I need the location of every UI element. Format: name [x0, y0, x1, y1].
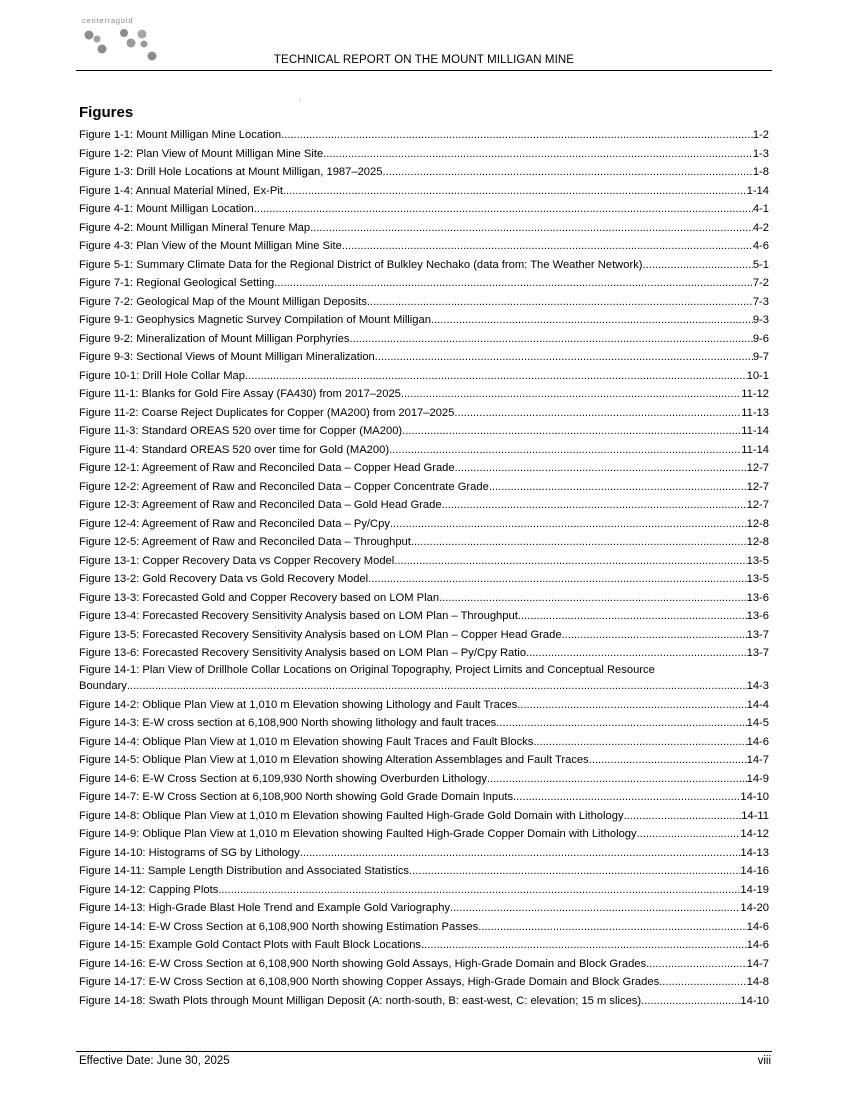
toc-entry[interactable] — [79, 992, 769, 1011]
toc-entry[interactable] — [79, 459, 769, 478]
toc-entry[interactable] — [79, 200, 769, 219]
toc-entry-label: Figure 4-1: Mount Milligan Location — [79, 203, 254, 215]
toc-entry[interactable] — [79, 330, 769, 349]
toc-entry-label: Figure 14-3: E-W cross section at 6,108,900 North showing lithology and fault traces — [79, 717, 497, 729]
toc-entry[interactable] — [79, 311, 769, 330]
toc-entry-page: 9-6 — [752, 332, 769, 345]
toc-entry-label: Figure 7-2: Geological Map of the Mount Milligan Deposits — [79, 295, 367, 308]
toc-entry[interactable] — [79, 422, 769, 441]
toc-entry[interactable] — [79, 589, 769, 608]
toc-entry-label: Figure 1-2: Plan View of Mount Milligan Mine Site — [79, 147, 324, 160]
toc-entry-page: 11-14 — [741, 443, 769, 456]
toc-entry-page: 7-2 — [752, 277, 769, 289]
toc-entry-page: 14-8 — [746, 976, 769, 988]
toc-entry-page: 12-7 — [746, 499, 769, 511]
toc-entry[interactable] — [79, 751, 769, 770]
toc-entry-page: 14-11 — [741, 809, 769, 822]
dot-leader — [342, 237, 753, 256]
toc-entry-label: Figure 14-15: Example Gold Contact Plots with Fault Block Locations — [79, 939, 422, 951]
toc-entry-page: 14-4 — [746, 698, 769, 711]
toc-entry-label: Figure 14-4: Oblique Plan View at 1,010 m Elevation showing Fault Traces and Fault Blocks — [79, 735, 534, 748]
toc-entry-page: 7-3 — [752, 295, 769, 308]
toc-entry-label: Figure 14-7: E-W Cross Section at 6,108,900 North showing Gold Grade Domain Inputs — [79, 791, 514, 803]
toc-entry-page: 13-5 — [746, 573, 769, 585]
dot-leader — [411, 533, 747, 552]
dot-leader — [389, 441, 741, 460]
dot-leader — [349, 330, 752, 349]
toc-entry-label: Figure 1-3: Drill Hole Locations at Mount Milligan, 1987–2025 — [79, 166, 383, 178]
footer-divider — [76, 1051, 772, 1052]
dot-leader — [624, 807, 742, 826]
toc-entry-label: Figure 14-2: Oblique Plan View at 1,010 m Elevation showing Lithology and Fault Traces — [79, 698, 518, 711]
section-heading: Figures — [79, 104, 134, 121]
toc-entry-label: Figure 14-17: E-W Cross Section at 6,108,900 North showing Copper Assays, High-Grade Domain and Block Grades — [79, 976, 660, 988]
toc-entry[interactable] — [79, 807, 769, 826]
toc-entry[interactable] — [79, 126, 769, 145]
toc-entry-page: 14-6 — [746, 939, 769, 951]
toc-entry-label: Figure 14-16: E-W Cross Section at 6,108,900 North showing Gold Assays, High-Grade Domain and Block Grades — [79, 957, 647, 970]
toc-entry[interactable] — [79, 163, 769, 182]
toc-entry[interactable] — [79, 770, 769, 789]
toc-entry-page: 4-1 — [752, 203, 769, 215]
toc-entry-label: Figure 12-3: Agreement of Raw and Reconciled Data – Gold Head Grade — [79, 499, 442, 511]
toc-entry-label: Figure 14-10: Histograms of SG by Lithology — [79, 846, 300, 859]
toc-entry[interactable] — [79, 644, 769, 663]
dot-leader — [646, 955, 746, 974]
toc-entry-label: Figure 11-1: Blanks for Gold Fire Assay (FA430) from 2017–2025 — [79, 388, 401, 400]
toc-entry-label: Figure 13-4: Forecasted Recovery Sensitivity Analysis based on LOM Plan – Throughput — [79, 610, 518, 622]
dot-leader — [300, 844, 741, 863]
toc-entry[interactable] — [79, 918, 769, 937]
dot-leader — [283, 182, 747, 201]
toc-entry-page: 14-7 — [746, 754, 769, 766]
dot-leader — [478, 918, 746, 937]
toc-entry-label: Figure 14-14: E-W Cross Section at 6,108,900 North showing Estimation Passes — [79, 920, 479, 933]
toc-entry[interactable] — [79, 733, 769, 752]
dot-leader — [439, 589, 747, 608]
dot-leader — [454, 404, 741, 423]
toc-entry-label: Figure 14-12: Capping Plots — [79, 883, 219, 896]
dot-leader — [375, 348, 753, 367]
toc-entry-page: 12-7 — [746, 480, 769, 493]
toc-entry-page: 11-14 — [741, 425, 769, 437]
toc-entry[interactable] — [79, 955, 769, 974]
toc-entry[interactable] — [79, 696, 769, 715]
toc-entry-label: Figure 13-3: Forecasted Gold and Copper Recovery based on LOM Plan — [79, 591, 440, 604]
toc-entry[interactable] — [79, 348, 769, 367]
dot-leader — [367, 293, 753, 312]
toc-entry-page: 14-6 — [746, 920, 769, 933]
toc-entry-label-continued: Boundary — [79, 680, 127, 692]
toc-entry[interactable] — [79, 478, 769, 497]
dot-leader — [382, 163, 752, 182]
toc-entry[interactable] — [79, 570, 769, 589]
toc-entry-label: Figure 12-2: Agreement of Raw and Reconciled Data – Copper Concentrate Grade — [79, 480, 489, 493]
dot-leader — [518, 607, 747, 626]
dot-leader — [127, 677, 747, 696]
toc-entry-page: 14-5 — [746, 717, 769, 729]
toc-entry-label: Figure 14-5: Oblique Plan View at 1,010 m Elevation showing Alteration Assemblages and Fault Traces — [79, 754, 589, 766]
dot-leader — [310, 219, 753, 238]
toc-entry-label: Figure 7-1: Regional Geological Setting — [79, 277, 275, 289]
toc-entry-label: Figure 14-18: Swath Plots through Mount Milligan Deposit (A: north-south, B: east-west, C: elevation; 15 m slices) — [79, 994, 642, 1007]
toc-entry[interactable] — [79, 788, 769, 807]
toc-entry-page: 11-12 — [741, 388, 769, 400]
toc-entry-page: 14-13 — [740, 846, 769, 859]
toc-entry-label: Figure 1-4: Annual Material Mined, Ex-Pit — [79, 184, 283, 197]
toc-entry-label: Figure 14-6: E-W Cross Section at 6,109,930 North showing Overburden Lithology — [79, 772, 487, 785]
toc-entry-label: Figure 11-2: Coarse Reject Duplicates for Copper (MA200) from 2017–2025 — [79, 406, 455, 419]
toc-entry-label: Figure 4-3: Plan View of the Mount Milligan Mine Site — [79, 240, 342, 252]
toc-entry-label: Figure 11-4: Standard OREAS 520 over time for Gold (MA200) — [79, 443, 390, 456]
dot-leader — [402, 422, 741, 441]
toc-entry[interactable] — [79, 182, 769, 201]
dot-leader — [643, 256, 753, 275]
toc-entry-page: 14-3 — [746, 680, 769, 692]
toc-entry-label: Figure 9-1: Geophysics Magnetic Survey Compilation of Mount Milligan — [79, 314, 431, 326]
toc-entry-label: Figure 12-4: Agreement of Raw and Reconciled Data – Py/Cpy — [79, 517, 390, 530]
dot-leader — [513, 788, 740, 807]
toc-entry-page: 13-6 — [746, 610, 769, 622]
dot-leader — [496, 714, 746, 733]
toc-entry-label: Figure 14-13: High-Grade Blast Hole Trend and Example Gold Variography — [79, 902, 451, 914]
toc-entry[interactable] — [79, 714, 769, 733]
toc-entry-label: Figure 12-5: Agreement of Raw and Reconciled Data – Throughput — [79, 536, 411, 548]
dot-leader — [641, 992, 740, 1011]
toc-entry-label: Figure 14-8: Oblique Plan View at 1,010 m Elevation showing Faulted High-Grade Gold Domain with Lithology — [79, 809, 624, 822]
toc-entry-page: 1-2 — [752, 129, 769, 141]
toc-entry-page: 14-20 — [740, 902, 769, 914]
toc-entry-label: Figure 14-1: Plan View of Drillhole Collar Locations on Original Topography, Project Limits and Conceptual Resource — [79, 663, 655, 676]
toc-entry-label: Figure 12-1: Agreement of Raw and Reconciled Data – Copper Head Grade — [79, 462, 455, 474]
dot-leader — [589, 751, 747, 770]
toc-entry[interactable] — [79, 844, 769, 863]
toc-entry-label: Figure 9-3: Sectional Views of Mount Milligan Mineralization — [79, 351, 375, 363]
page-number: viii — [757, 1055, 771, 1067]
logo-wordmark: centerragold — [82, 16, 134, 25]
toc-entry[interactable] — [79, 293, 769, 312]
toc-entry-label: Figure 9-2: Mineralization of Mount Milligan Porphyries — [79, 332, 350, 345]
dot-leader — [450, 899, 740, 918]
toc-entry-page: 12-8 — [746, 517, 769, 530]
toc-entry-page: 13-7 — [746, 647, 769, 659]
toc-entry-label: Figure 13-1: Copper Recovery Data vs Copper Recovery Model — [79, 554, 395, 567]
toc-entry-page: 12-7 — [746, 462, 769, 474]
toc-entry-page: 11-13 — [741, 406, 769, 419]
dot-leader — [562, 626, 747, 645]
dot-leader — [487, 770, 747, 789]
toc-entry[interactable] — [79, 881, 769, 900]
toc-entry-label: Figure 13-5: Forecasted Recovery Sensitivity Analysis based on LOM Plan – Copper Head Grade — [79, 628, 562, 641]
toc-entry[interactable] — [79, 515, 769, 534]
toc-entry-label: Figure 1-1: Mount Milligan Mine Location — [79, 129, 282, 141]
dot-leader — [442, 496, 747, 515]
dot-leader — [401, 385, 741, 404]
dot-leader — [394, 552, 746, 571]
header-divider — [76, 70, 772, 71]
toc-entry-label: Figure 13-2: Gold Recovery Data vs Gold Recovery Model — [79, 573, 369, 585]
toc-entry-continuation — [79, 677, 769, 696]
toc-entry[interactable] — [79, 825, 769, 844]
toc-entry-page: 14-9 — [746, 772, 769, 785]
toc-entry[interactable] — [79, 274, 769, 293]
toc-entry-page: 1-14 — [746, 184, 769, 197]
toc-entry[interactable] — [79, 441, 769, 460]
dot-leader — [245, 367, 747, 386]
toc-entry-label: Figure 14-9: Oblique Plan View at 1,010 m Elevation showing Faulted High-Grade Copper Domain with Lithology — [79, 828, 637, 840]
toc-entry-label: Figure 11-3: Standard OREAS 520 over time for Copper (MA200) — [79, 425, 403, 437]
dot-leader — [274, 274, 753, 293]
dot-leader — [281, 126, 753, 145]
toc-entry-page: 4-6 — [752, 240, 769, 252]
toc-entry-label: Figure 14-11: Sample Length Distribution and Associated Statistics — [79, 865, 410, 877]
toc-entry[interactable] — [79, 404, 769, 423]
toc-entry[interactable] — [79, 256, 769, 275]
toc-entry-page: 10-1 — [746, 369, 769, 382]
toc-entry-label: Figure 13-6: Forecasted Recovery Sensitivity Analysis based on LOM Plan – Py/Cpy Ratio — [79, 647, 527, 659]
toc-entry[interactable] — [79, 607, 769, 626]
toc-entry[interactable] — [79, 219, 769, 238]
dot-leader — [533, 733, 746, 752]
toc-entry[interactable] — [79, 626, 769, 645]
dot-leader — [368, 570, 746, 589]
dot-leader — [431, 311, 753, 330]
toc-entry-label: Figure 5-1: Summary Climate Data for the Regional District of Bulkley Nechako (data from: The Weather Network) — [79, 258, 643, 271]
toc-entry-label: Figure 4-2: Mount Milligan Mineral Tenure Map — [79, 221, 311, 234]
dot-leader — [409, 862, 740, 881]
toc-entry-page: 14-16 — [740, 865, 769, 877]
toc-entry-page: 14-10 — [740, 791, 769, 803]
dot-leader — [390, 515, 747, 534]
toc-entry[interactable] — [79, 936, 769, 955]
toc-entry-page: 13-6 — [746, 591, 769, 604]
toc-entry-page: 1-3 — [752, 147, 769, 160]
report-title: TECHNICAL REPORT ON THE MOUNT MILLIGAN MINE — [273, 54, 575, 66]
dot-leader — [455, 459, 747, 478]
toc-entry-page: 13-7 — [746, 628, 769, 641]
toc-entry-page: 5-1 — [752, 258, 769, 271]
toc-entry-page: 13-5 — [746, 554, 769, 567]
dot-leader — [323, 145, 753, 164]
figure-list — [79, 126, 769, 1010]
toc-entry-page: 14-12 — [740, 828, 769, 840]
dot-leader — [489, 478, 747, 497]
dot-leader — [421, 936, 747, 955]
toc-entry-page: 14-19 — [740, 883, 769, 896]
toc-entry[interactable] — [79, 367, 769, 386]
toc-entry-page: 12-8 — [746, 536, 769, 548]
toc-entry-page: 4-2 — [752, 221, 769, 234]
toc-entry-page: 9-7 — [752, 351, 769, 363]
toc-entry[interactable] — [79, 145, 769, 164]
dot-leader — [254, 200, 753, 219]
toc-entry[interactable] — [79, 496, 769, 515]
toc-entry[interactable] — [79, 899, 769, 918]
toc-entry[interactable] — [79, 385, 769, 404]
toc-entry[interactable] — [79, 862, 769, 881]
toc-entry-page: 9-3 — [752, 314, 769, 326]
toc-entry[interactable] — [79, 552, 769, 571]
effective-date: Effective Date: June 30, 2025 — [79, 1055, 230, 1067]
dot-leader — [517, 696, 746, 715]
toc-entry-label: Figure 10-1: Drill Hole Collar Map — [79, 369, 246, 382]
toc-entry-page: 14-7 — [746, 957, 769, 970]
decorative-dot — [300, 100, 301, 101]
toc-entry-page: 1-8 — [752, 166, 769, 178]
toc-entry[interactable] — [79, 973, 769, 992]
toc-entry-page: 14-10 — [740, 994, 769, 1007]
dot-leader — [659, 973, 746, 992]
dot-leader — [218, 881, 740, 900]
dot-leader — [526, 644, 747, 663]
toc-entry-page: 14-6 — [746, 735, 769, 748]
dot-leader — [637, 825, 741, 844]
toc-entry[interactable] — [79, 533, 769, 552]
toc-entry[interactable] — [79, 663, 769, 696]
toc-entry[interactable] — [79, 237, 769, 256]
